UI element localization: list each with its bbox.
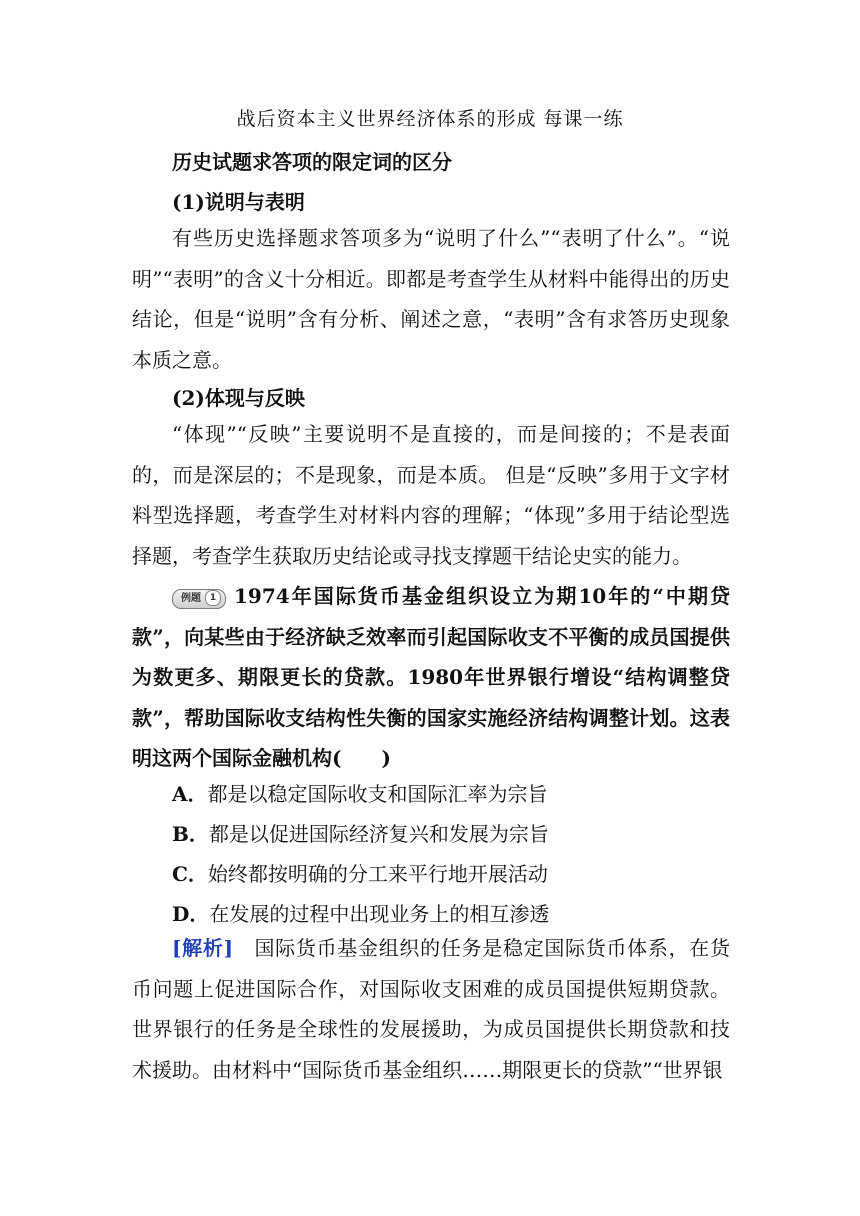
option-letter: B． [172,822,209,846]
option-letter: D． [172,902,210,926]
example-stem: 1974年国际货币基金组织设立为期10年的“中期贷款”，向某些由于经济缺乏效率而引起国际收支不平衡的成员国提供为数更多、期限更长的贷款。1980年世界银行增设“结构调整贷款”，帮助国际收支结构性失衡的国家实施经济结构调整计划。这表明这两个国际金融机构( ) [132,584,730,770]
option-letter: C． [172,862,208,886]
analysis-text: 国际货币基金组织的任务是稳定国际货币体系，在货币问题上促进国际合作，对国际收支困难的成员国提供短期贷款。世界银行的任务是全球性的发展援助，为成员国提供长期贷款和技术援助。由材料中“国际货币基金组织……期限更长的贷款”“世界银 [132,936,731,1082]
option-text: 始终都按明确的分工来平行地开展活动 [207,862,548,886]
analysis-paragraph [132,928,730,1090]
part2-heading: (2)体现与反映 [172,386,305,410]
option-text: 在发展的过程中出现业务上的相互渗透 [209,902,550,926]
section-heading: 历史试题求答项的限定词的区分 [172,150,452,174]
document-title: 战后资本主义世界经济体系的形成 每课一练 [236,108,624,130]
part2-paragraph: “体现”“反映”主要说明不是直接的，而是间接的；不是表面的，而是深层的；不是现象，而是本质。 但是“反映”多用于文字材料型选择题，考查学生对材料内容的理解；“体现”多用于结论型选择题，考查学生获取历史结论或寻找支撑题干结论史实的能力。 [132,422,730,568]
option-d [172,898,549,927]
example-question [132,576,730,779]
option-text: 都是以促进国际经济复兴和发展为宗旨 [208,822,549,846]
part1-paragraph: 有些历史选择题求答项多为“说明了什么”“表明了什么”。“说明”“表明”的含义十分相近。即都是考查学生从材料中能得出的历史结论，但是“说明”含有分析、阐述之意，“表明”含有求答历史现象本质之意。 [132,226,730,372]
option-a [172,778,548,807]
option-letter: A． [172,782,208,806]
analysis-label: [解析] [172,936,234,960]
part1-heading: (1)说明与表明 [172,190,305,214]
option-c [172,858,548,887]
option-b [172,818,549,847]
example-badge-number: 1 [205,590,221,606]
option-text: 都是以稳定国际收支和国际汇率为宗旨 [207,782,548,806]
example-badge-label: 例题 [181,593,201,604]
example-badge-icon [172,589,226,609]
